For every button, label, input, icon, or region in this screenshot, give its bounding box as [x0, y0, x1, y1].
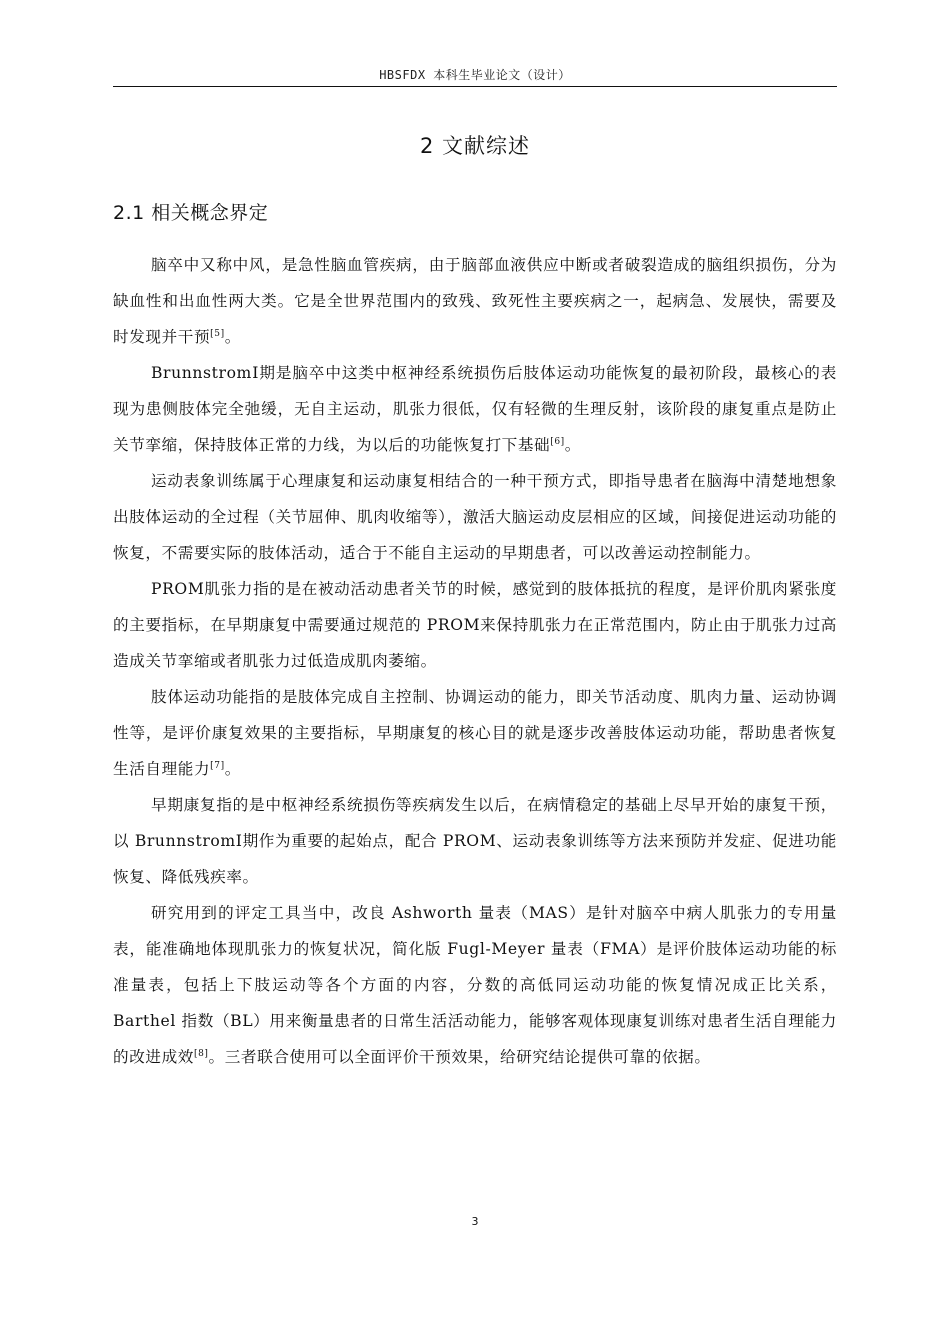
paragraph-tail: 。	[224, 328, 241, 346]
paragraph	[113, 895, 837, 1075]
paragraph	[113, 679, 837, 787]
paragraph	[113, 463, 837, 571]
paragraph-text: 肢体运动功能指的是肢体完成自主控制、协调运动的能力，即关节活动度、肌肉力量、运动协调性等，是评价康复效果的主要指标，早期康复的核心目的就是逐步改善肢体运动功能，帮助患者恢复生活自理能力	[113, 688, 837, 778]
paragraph-text: 研究用到的评定工具当中，改良 Ashworth 量表（MAS）是针对脑卒中病人肌张力的专用量表，能准确地体现肌张力的恢复状况，简化版 Fugl-Meyer 量表（FMA）是评价肢体运动功能的标准量表，包括上下肢运动等各个方面的内容，分数的高低同运动功能的恢复情况成正比关系，Barthel 指数（BL）用来衡量患者的日常生活活动能力，能够客观体现康复训练对患者生活自理能力的改进成效	[113, 904, 837, 1066]
paragraph-text: 运动表象训练属于心理康复和运动康复相结合的一种干预方式，即指导患者在脑海中清楚地想象出肢体运动的全过程（关节屈伸、肌肉收缩等），激活大脑运动皮层相应的区域，间接促进运动功能的恢复，不需要实际的肢体活动，适合于不能自主运动的早期患者，可以改善运动控制能力。	[113, 472, 837, 562]
paragraph	[113, 571, 837, 679]
section-title: 2.1 相关概念界定	[113, 202, 269, 224]
paragraph	[113, 247, 837, 355]
paragraph-text: BrunnstromⅠ期是脑卒中这类中枢神经系统损伤后肢体运动功能恢复的最初阶段，最核心的表现为患侧肢体完全弛缓，无自主运动，肌张力很低，仅有轻微的生理反射，该阶段的康复重点是防止关节挛缩，保持肢体正常的力线，为以后的功能恢复打下基础	[113, 364, 837, 454]
paragraph-text: 早期康复指的是中枢神经系统损伤等疾病发生以后，在病情稳定的基础上尽早开始的康复干预，以 BrunnstromⅠ期作为重要的起始点，配合 PROM、运动表象训练等方法来预防并发症、促进功能恢复、降低残疾率。	[113, 796, 837, 886]
body-text	[113, 247, 837, 1075]
paragraph-tail: 。	[224, 760, 241, 778]
chapter-title: 2 文献综述	[419, 134, 531, 158]
citation-marker: [7]	[210, 761, 225, 771]
citation-marker: [6]	[550, 437, 565, 447]
paragraph-text: PROM肌张力指的是在被动活动患者关节的时候，感觉到的肢体抵抗的程度，是评价肌肉紧张度的主要指标，在早期康复中需要通过规范的 PROM来保持肌张力在正常范围内，防止由于肌张力过高造成关节挛缩或者肌张力过低造成肌肉萎缩。	[113, 580, 837, 670]
running-header: HBSFDX 本科生毕业论文（设计）	[379, 68, 571, 82]
citation-marker: [5]	[210, 329, 225, 339]
page-number: 3	[471, 1215, 479, 1228]
paragraph-tail: 。	[564, 436, 581, 454]
paragraph	[113, 787, 837, 895]
paragraph-text: 脑卒中又称中风，是急性脑血管疾病，由于脑部血液供应中断或者破裂造成的脑组织损伤，分为缺血性和出血性两大类。它是全世界范围内的致残、致死性主要疾病之一，起病急、发展快，需要及时发现并干预	[113, 256, 837, 346]
paragraph-tail: 。三者联合使用可以全面评价干预效果，给研究结论提供可靠的依据。	[208, 1048, 711, 1066]
header-divider	[113, 86, 837, 87]
paragraph	[113, 355, 837, 463]
citation-marker: [8]	[193, 1049, 209, 1059]
